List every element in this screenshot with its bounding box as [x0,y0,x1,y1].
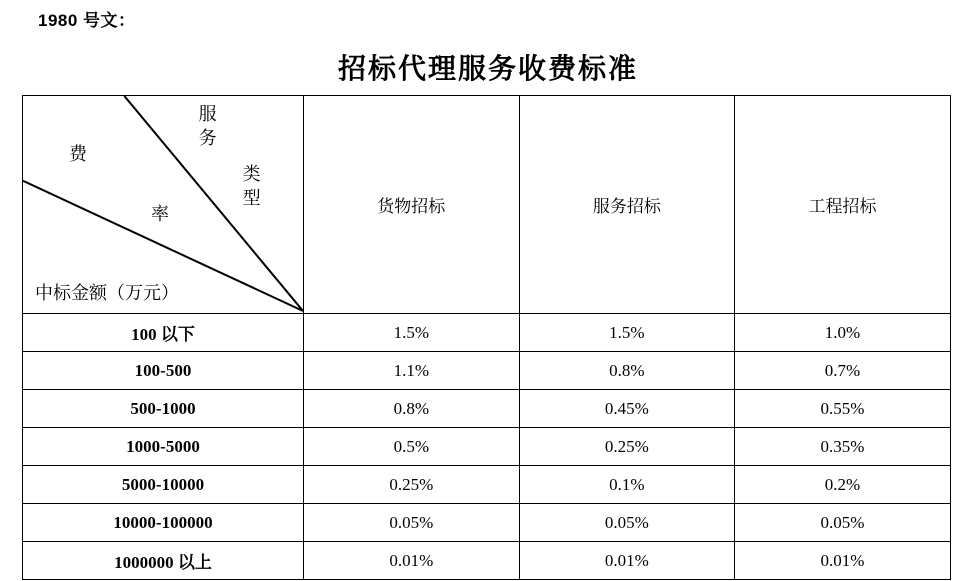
row-value-goods: 0.8% [304,390,520,428]
row-range: 1000000 以上 [23,542,304,580]
row-range: 10000-100000 [23,504,304,542]
row-value-engineering: 0.01% [735,542,951,580]
row-value-engineering: 0.55% [735,390,951,428]
corner-label-service: 服务 [196,104,217,152]
corner-label-rate: 率 [151,204,169,224]
row-range: 100 以下 [23,314,304,352]
row-range: 500-1000 [23,390,304,428]
table-row [23,390,951,428]
row-value-engineering: 0.05% [735,504,951,542]
row-value-service: 1.5% [519,314,735,352]
table-header-row [23,96,951,314]
document-note: 1980 号文： [38,11,136,30]
column-header-goods: 货物招标 [304,96,520,314]
row-value-goods: 0.01% [304,542,520,580]
table-row [23,504,951,542]
row-value-engineering: 0.7% [735,352,951,390]
row-value-goods: 0.25% [304,466,520,504]
page-title: 招标代理服务收费标准 [337,54,638,85]
corner-label-fee: 费 [69,144,87,164]
row-range: 1000-5000 [23,428,304,466]
row-range: 100-500 [23,352,304,390]
table-row [23,314,951,352]
row-value-engineering: 1.0% [735,314,951,352]
corner-label-type: 类型 [240,164,261,212]
row-value-goods: 0.05% [304,504,520,542]
row-value-service: 0.8% [519,352,735,390]
row-value-engineering: 0.35% [735,428,951,466]
row-value-engineering: 0.2% [735,466,951,504]
table-row [23,466,951,504]
row-value-goods: 1.5% [304,314,520,352]
row-value-service: 0.45% [519,390,735,428]
row-value-service: 0.05% [519,504,735,542]
column-header-engineering: 工程招标 [735,96,951,314]
fee-standard-table-wrapper [22,95,950,580]
row-value-service: 0.01% [519,542,735,580]
table-row [23,428,951,466]
row-value-service: 0.1% [519,466,735,504]
column-header-service: 服务招标 [519,96,735,314]
corner-label-amount: 中标金额（万元） [35,283,179,303]
row-value-goods: 1.1% [304,352,520,390]
row-value-service: 0.25% [519,428,735,466]
row-range: 5000-10000 [23,466,304,504]
table-row [23,542,951,580]
table-corner-header [23,96,304,314]
table-row [23,352,951,390]
row-value-goods: 0.5% [304,428,520,466]
fee-standard-table [22,95,951,580]
